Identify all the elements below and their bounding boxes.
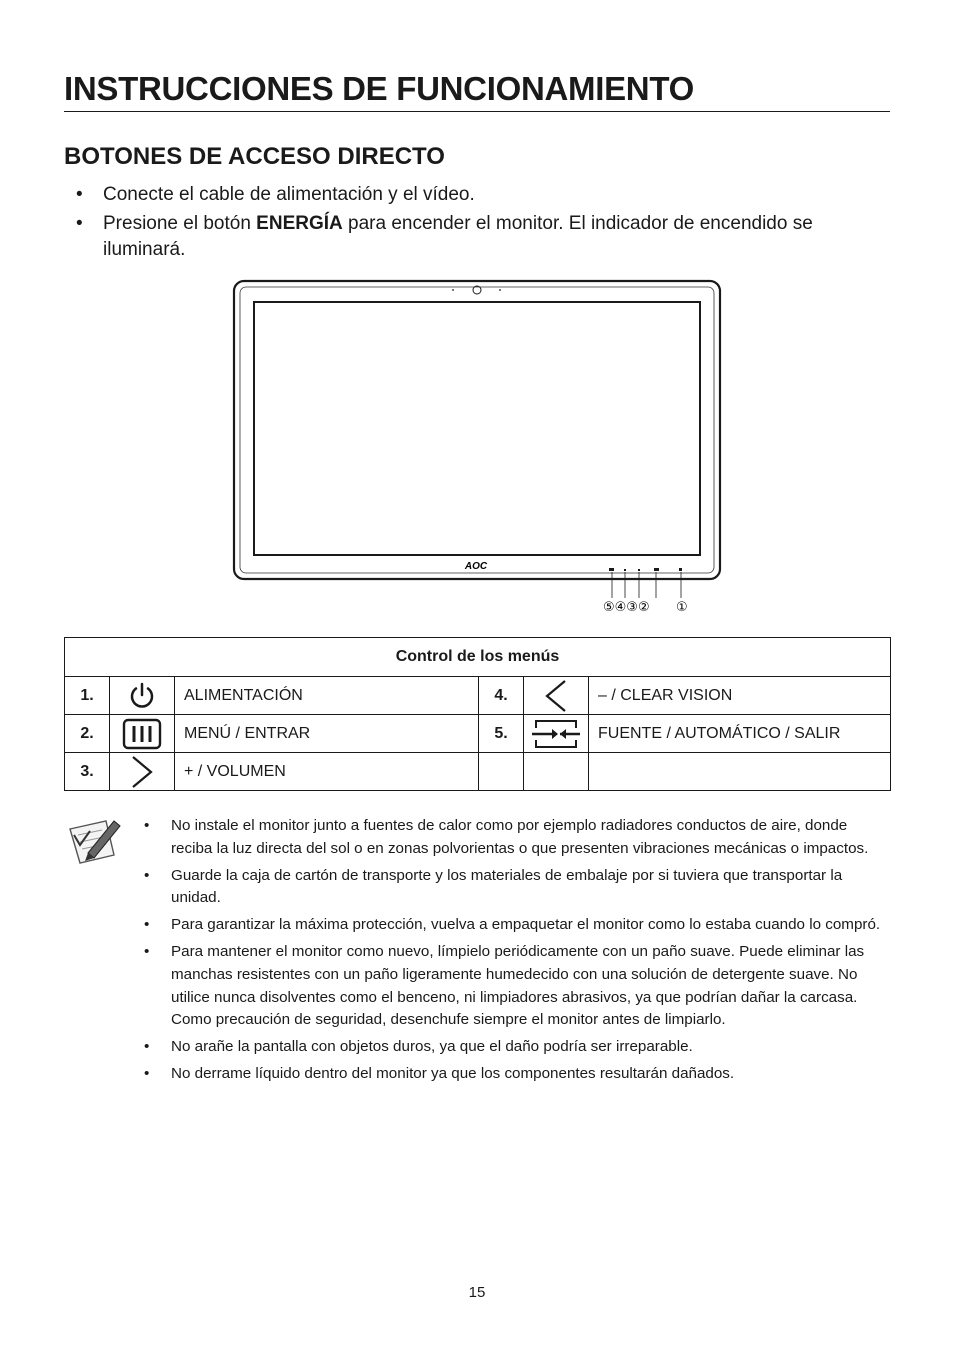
callout-numbers-left: ⑤④③② bbox=[603, 600, 650, 615]
note-item: • No arañe la pantalla con objetos duros, ya que el daño podría ser irreparable. bbox=[144, 1038, 693, 1056]
chevron-left-icon bbox=[524, 677, 589, 715]
button-number: 1. bbox=[65, 677, 110, 715]
note-item: • Para garantizar la máxima protección, vuelva a empaquetar el monitor como lo estaba cuando lo compró. bbox=[144, 916, 881, 934]
button-label: MENÚ / ENTRAR bbox=[175, 715, 479, 753]
note-pencil-icon bbox=[68, 815, 122, 865]
monitor-figure bbox=[230, 278, 724, 618]
button-number: 4. bbox=[479, 677, 524, 715]
intro-item: • Conecte el cable de alimentación y el vídeo. bbox=[76, 184, 475, 205]
empty-cell bbox=[589, 753, 891, 791]
power-button-name: ENERGÍA bbox=[256, 213, 343, 234]
table-title: Control de los menús bbox=[65, 638, 891, 677]
source-icon bbox=[524, 715, 589, 753]
section-title: BOTONES DE ACCESO DIRECTO bbox=[64, 143, 445, 170]
button-label: ALIMENTACIÓN bbox=[175, 677, 479, 715]
intro-item: • Presione el botón ENERGÍA para encender el monitor. El indicador de encendido se iluminará. bbox=[76, 213, 813, 260]
chevron-right-icon bbox=[110, 753, 175, 791]
button-label: – / CLEAR VISION bbox=[589, 677, 891, 715]
button-label: FUENTE / AUTOMÁTICO / SALIR bbox=[589, 715, 891, 753]
empty-cell bbox=[524, 753, 589, 791]
note-item: • No derrame líquido dentro del monitor ya que los componentes resultarán dañados. bbox=[144, 1065, 735, 1083]
table-row bbox=[65, 715, 891, 753]
menu-control-table bbox=[64, 637, 891, 791]
menu-icon bbox=[110, 715, 175, 753]
button-label: + / VOLUMEN bbox=[175, 753, 479, 791]
callout-number-power: ① bbox=[676, 600, 688, 615]
table-row bbox=[65, 677, 891, 715]
power-icon bbox=[110, 677, 175, 715]
note-item: • Guarde la caja de cartón de transporte y los materiales de embalaje por si tuviera que transportar la unidad. bbox=[144, 866, 843, 907]
page-title: INSTRUCCIONES DE FUNCIONAMIENTO bbox=[64, 70, 890, 112]
note-item: • Para mantener el monitor como nuevo, límpielo periódicamente con un paño suave. Puede eliminar las manchas resistentes con un paño ligeramente humedecido con una solución de detergente suave. No utilice nunca disolventes como el benceno, ni limpiadores abrasivos, ya que podrían dañar la carcasa. Como precaución de seguridad, desenchufe siempre el monitor antes de limpiarlo. bbox=[144, 943, 865, 1029]
note-item: • No instale el monitor junto a fuentes de calor como por ejemplo radiadores conductos de aire, donde reciba la luz directa del sol o en zonas polvorientas o que presenten vibraciones mecánicas o impactos. bbox=[144, 817, 869, 857]
button-number: 2. bbox=[65, 715, 110, 753]
brand-logo: AOC bbox=[464, 561, 488, 572]
page-number: 15 bbox=[468, 1284, 486, 1301]
button-number: 3. bbox=[65, 753, 110, 791]
notes-list bbox=[142, 815, 892, 1091]
table-row bbox=[65, 753, 891, 791]
intro-list bbox=[64, 182, 890, 266]
empty-cell bbox=[479, 753, 524, 791]
button-number: 5. bbox=[479, 715, 524, 753]
